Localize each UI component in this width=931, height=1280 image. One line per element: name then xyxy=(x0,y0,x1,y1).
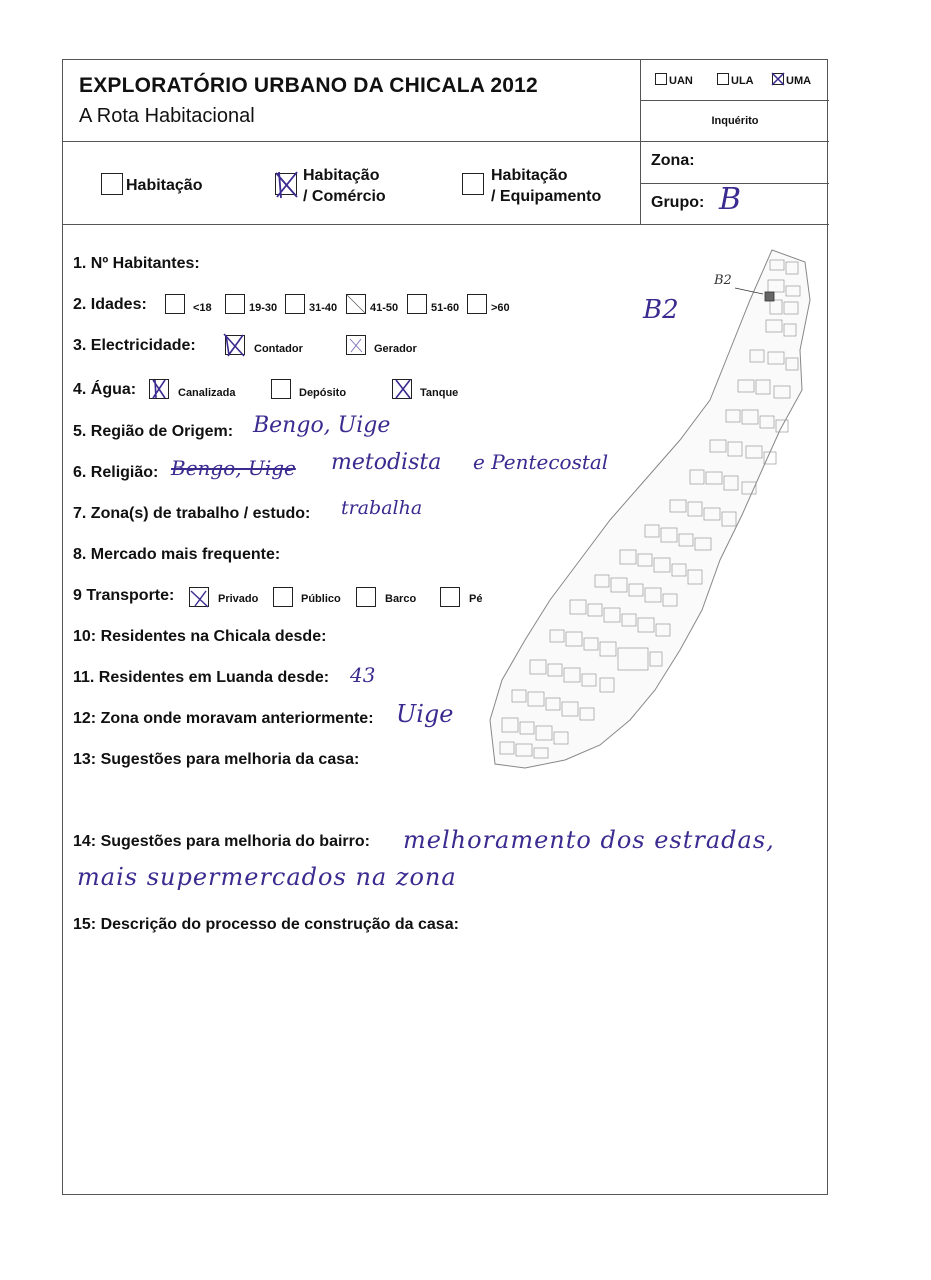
transport-publico-label: Público xyxy=(301,593,341,605)
water-canalizada-label: Canalizada xyxy=(178,387,236,399)
grupo-label: Grupo: xyxy=(651,194,705,211)
transport-privado-label: Privado xyxy=(218,593,259,605)
type-habitacao-equipamento-line1: Habitação xyxy=(491,167,568,184)
age-41-50-label: 41-50 xyxy=(370,302,399,314)
q2-label: 2. Idades: xyxy=(73,296,147,313)
university-uma-checkbox[interactable] xyxy=(772,73,784,85)
q9-label: 9 Transporte: xyxy=(73,587,175,604)
university-row xyxy=(641,60,829,101)
university-panel xyxy=(640,60,829,142)
q13-label: 13: Sugestões para melhoria da casa: xyxy=(73,751,360,768)
age-51-60-label: 51-60 xyxy=(431,302,460,314)
q6-label: 6. Religião: xyxy=(73,464,159,481)
type-habitacao-comercio-line2: / Comércio xyxy=(303,188,386,205)
university-uan-checkbox[interactable] xyxy=(655,73,667,85)
form-title: EXPLORATÓRIO URBANO DA CHICALA 2012 xyxy=(79,74,538,97)
q14-label: 14: Sugestões para melhoria do bairro: xyxy=(73,833,370,850)
university-uan-label: UAN xyxy=(669,75,693,87)
age-under18-label: <18 xyxy=(193,302,212,314)
age-51-60-checkbox[interactable] xyxy=(407,294,427,314)
transport-pe-checkbox[interactable] xyxy=(440,587,460,607)
q4-label: 4. Água: xyxy=(73,381,137,398)
age-19-30-checkbox[interactable] xyxy=(225,294,245,314)
q12-answer: Uige xyxy=(396,700,454,728)
transport-barco-checkbox[interactable] xyxy=(356,587,376,607)
map-label-b2-small: B2 xyxy=(714,273,732,288)
age-over60-label: >60 xyxy=(491,302,510,314)
q3-label: 3. Electricidade: xyxy=(73,337,196,354)
q5-label: 5. Região de Origem: xyxy=(73,423,234,440)
q6-struck-answer: Bengo, Uige xyxy=(171,456,296,480)
inquerito-label: Inquérito xyxy=(711,115,759,127)
q10-label: 10: Residentes na Chicala desde: xyxy=(73,628,327,645)
university-uma[interactable] xyxy=(772,73,811,87)
transport-barco-label: Barco xyxy=(385,593,417,605)
type-habitacao-checkbox[interactable] xyxy=(101,173,123,195)
checkmark-x-icon xyxy=(189,587,211,609)
q6-answer-part2: e Pentecostal xyxy=(473,450,609,474)
type-habitacao-comercio-checkbox[interactable] xyxy=(275,173,297,195)
electricity-contador-checkbox[interactable] xyxy=(225,335,245,355)
type-habitacao-equipamento-label xyxy=(491,165,601,207)
age-under18-checkbox[interactable] xyxy=(165,294,185,314)
checkmark-x-icon xyxy=(222,331,248,359)
zona-label: Zona: xyxy=(651,152,695,169)
q14-answer-line1: melhoramento dos estradas, xyxy=(403,826,775,854)
map-label-b2: B2 xyxy=(643,295,679,325)
checkmark-x-icon xyxy=(392,377,414,401)
transport-pe-label: Pé xyxy=(469,593,483,605)
water-tanque-checkbox[interactable] xyxy=(392,379,412,399)
type-habitacao-comercio-label xyxy=(303,165,386,207)
water-deposito-checkbox[interactable] xyxy=(271,379,291,399)
grupo-value: B xyxy=(719,182,742,217)
age-41-50-checkbox[interactable] xyxy=(346,294,366,314)
map-highlighted-house xyxy=(765,292,774,301)
q11-label: 11. Residentes em Luanda desde: xyxy=(73,669,330,686)
checkmark-x-icon xyxy=(148,377,170,401)
transport-publico-checkbox[interactable] xyxy=(273,587,293,607)
q1-label: 1. Nº Habitantes: xyxy=(73,255,200,272)
q7-label: 7. Zona(s) de trabalho / estudo: xyxy=(73,505,311,522)
university-ula[interactable] xyxy=(717,73,754,87)
university-uma-label: UMA xyxy=(786,75,812,87)
q15-label: 15: Descrição do processo de construção da casa: xyxy=(73,916,459,933)
type-habitacao-label: Habitação xyxy=(126,177,203,194)
electricity-gerador-checkbox[interactable] xyxy=(346,335,366,355)
university-uan[interactable] xyxy=(655,73,693,87)
q7-answer: trabalha xyxy=(341,497,423,519)
electricity-gerador-label: Gerador xyxy=(374,343,417,355)
age-19-30-label: 19-30 xyxy=(249,302,278,314)
q5-answer: Bengo, Uige xyxy=(253,413,391,438)
q11-answer: 43 xyxy=(350,663,376,687)
university-ula-label: ULA xyxy=(731,75,754,87)
age-31-40-label: 31-40 xyxy=(309,302,338,314)
chicala-map xyxy=(480,240,820,780)
type-habitacao-equipamento-checkbox[interactable] xyxy=(462,173,484,195)
q8-label: 8. Mercado mais frequente: xyxy=(73,546,281,563)
form-header xyxy=(63,60,829,142)
q6-answer-part1: metodista xyxy=(331,450,442,475)
checkmark-slash-icon xyxy=(346,294,366,314)
type-habitacao-equipamento-line2: / Equipamento xyxy=(491,188,602,205)
water-deposito-label: Depósito xyxy=(299,387,347,399)
water-tanque-label: Tanque xyxy=(420,387,459,399)
building-type-band xyxy=(63,142,829,225)
electricity-contador-label: Contador xyxy=(254,343,303,355)
transport-privado-checkbox[interactable] xyxy=(189,587,209,607)
zona-row xyxy=(641,142,829,184)
university-ula-checkbox[interactable] xyxy=(717,73,729,85)
q14-answer-line2: mais supermercados na zona xyxy=(77,863,457,891)
zona-grupo-panel xyxy=(640,142,829,224)
age-31-40-checkbox[interactable] xyxy=(285,294,305,314)
checkmark-x-icon xyxy=(771,72,785,86)
checkmark-x-icon xyxy=(346,335,366,355)
checkmark-x-icon xyxy=(273,170,301,200)
form-subtitle: A Rota Habitacional xyxy=(79,105,255,127)
type-habitacao-comercio-line1: Habitação xyxy=(303,167,380,184)
map-outline xyxy=(490,250,810,768)
q12-label: 12: Zona onde moravam anteriormente: xyxy=(73,710,374,727)
water-canalizada-checkbox[interactable] xyxy=(149,379,169,399)
